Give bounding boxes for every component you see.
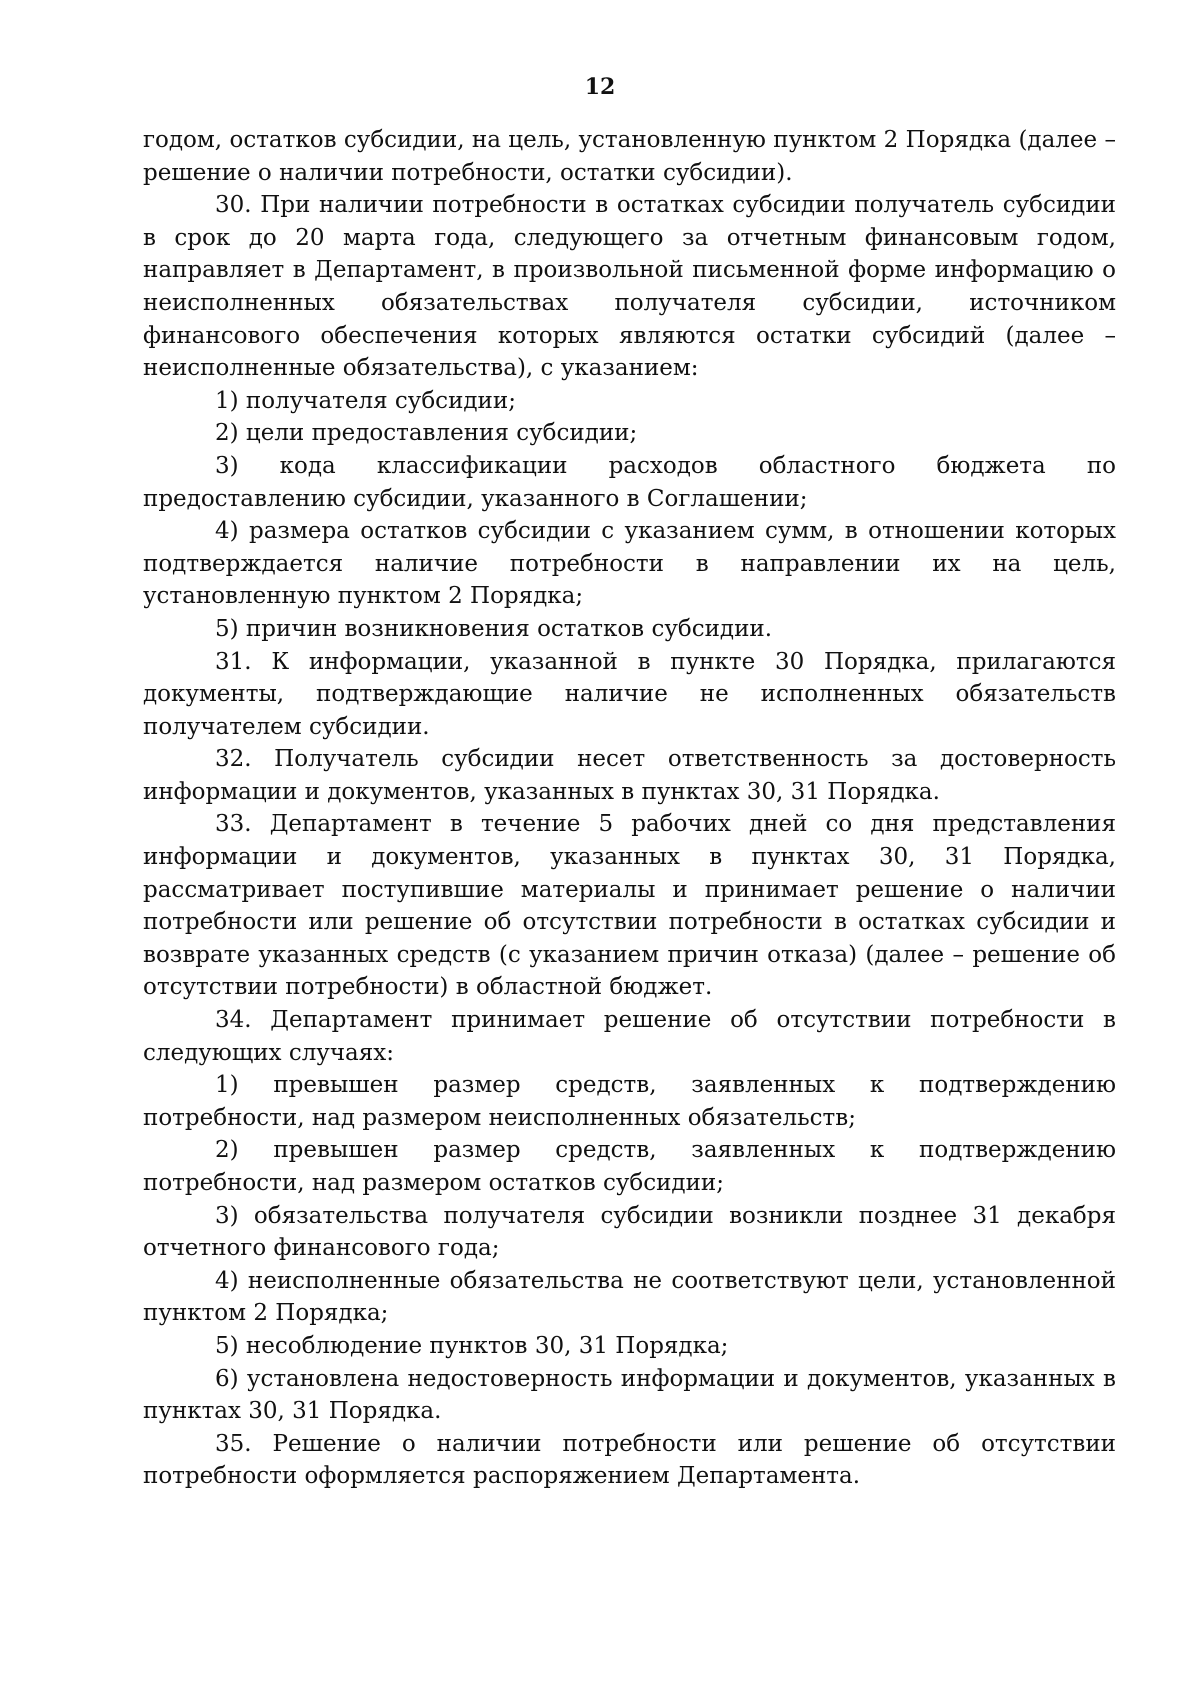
list-item-30-1: 1) получателя субсидии; bbox=[215, 387, 516, 414]
paragraph-32: 32. Получатель субсидии несет ответственность за достоверность информации и документов, указанных в пунктах 30, 31 Порядка. bbox=[143, 746, 1116, 805]
list-item-34-1: 1) превышен размер средств, заявленных к подтверждению потребности, над размером неисполненных обязательств; bbox=[143, 1072, 1116, 1131]
list-item-30-4: 4) размера остатков субсидии с указанием сумм, в отношении которых подтверждается наличие потребности в направлении их на цель, установленную пунктом 2 Порядка; bbox=[143, 518, 1116, 610]
list-item-34-3: 3) обязательства получателя субсидии возникли позднее 31 декабря отчетного финансового года; bbox=[143, 1202, 1116, 1262]
paragraph-continuation: годом, остатков субсидии, на цель, установленную пунктом 2 Порядка (далее – решение о наличии потребности, остатки субсидии). bbox=[143, 127, 1116, 186]
list-item-34-4: 4) неисполненные обязательства не соответствуют цели, установленной пунктом 2 Порядка; bbox=[143, 1267, 1116, 1327]
paragraph-31: 31. К информации, указанной в пункте 30 Порядка, прилагаются документы, подтверждающие наличие не исполненных обязательств получателем субсидии. bbox=[143, 648, 1116, 740]
paragraph-33: 33. Департамент в течение 5 рабочих дней со дня представления информации и документов, указанных в пунктах 30, 31 Порядка, рассматривает поступившие материалы и принимает решение о наличии потребности или решение об отсутствии потребности в остатках субсидии и возврате указанных средств (с указанием причин отказа) (далее – решение об отсутствии потребности) в областной бюджет. bbox=[143, 811, 1116, 1001]
paragraph-35: 35. Решение о наличии потребности или решение об отсутствии потребности оформляется распоряжением Департамента. bbox=[143, 1430, 1116, 1490]
document-body bbox=[143, 124, 1116, 1493]
paragraph-34: 34. Департамент принимает решение об отсутствии потребности в следующих случаях: bbox=[143, 1007, 1116, 1066]
list-item-30-5: 5) причин возникновения остатков субсидии. bbox=[215, 615, 773, 642]
list-item-30-3: 3) кода классификации расходов областного бюджета по предоставлению субсидии, указанного в Соглашении; bbox=[143, 452, 1116, 512]
list-item-30-2: 2) цели предоставления субсидии; bbox=[215, 420, 638, 447]
paragraph-30: 30. При наличии потребности в остатках субсидии получатель субсидии в срок до 20 марта года, следующего за отчетным финансовым годом, направляет в Департамент, в произвольной письменной форме информацию о неисполненных обязательствах получателя субсидии, источником финансового обеспечения которых являются остатки субсидий (далее – неисполненные обязательства), с указанием: bbox=[143, 192, 1116, 382]
list-item-34-5: 5) несоблюдение пунктов 30, 31 Порядка; bbox=[215, 1332, 729, 1359]
page-number: 12 bbox=[584, 74, 616, 100]
list-item-34-2: 2) превышен размер средств, заявленных к подтверждению потребности, над размером остатков субсидии; bbox=[143, 1137, 1116, 1196]
list-item-34-6: 6) установлена недостоверность информации и документов, указанных в пунктах 30, 31 Порядка. bbox=[143, 1365, 1116, 1425]
